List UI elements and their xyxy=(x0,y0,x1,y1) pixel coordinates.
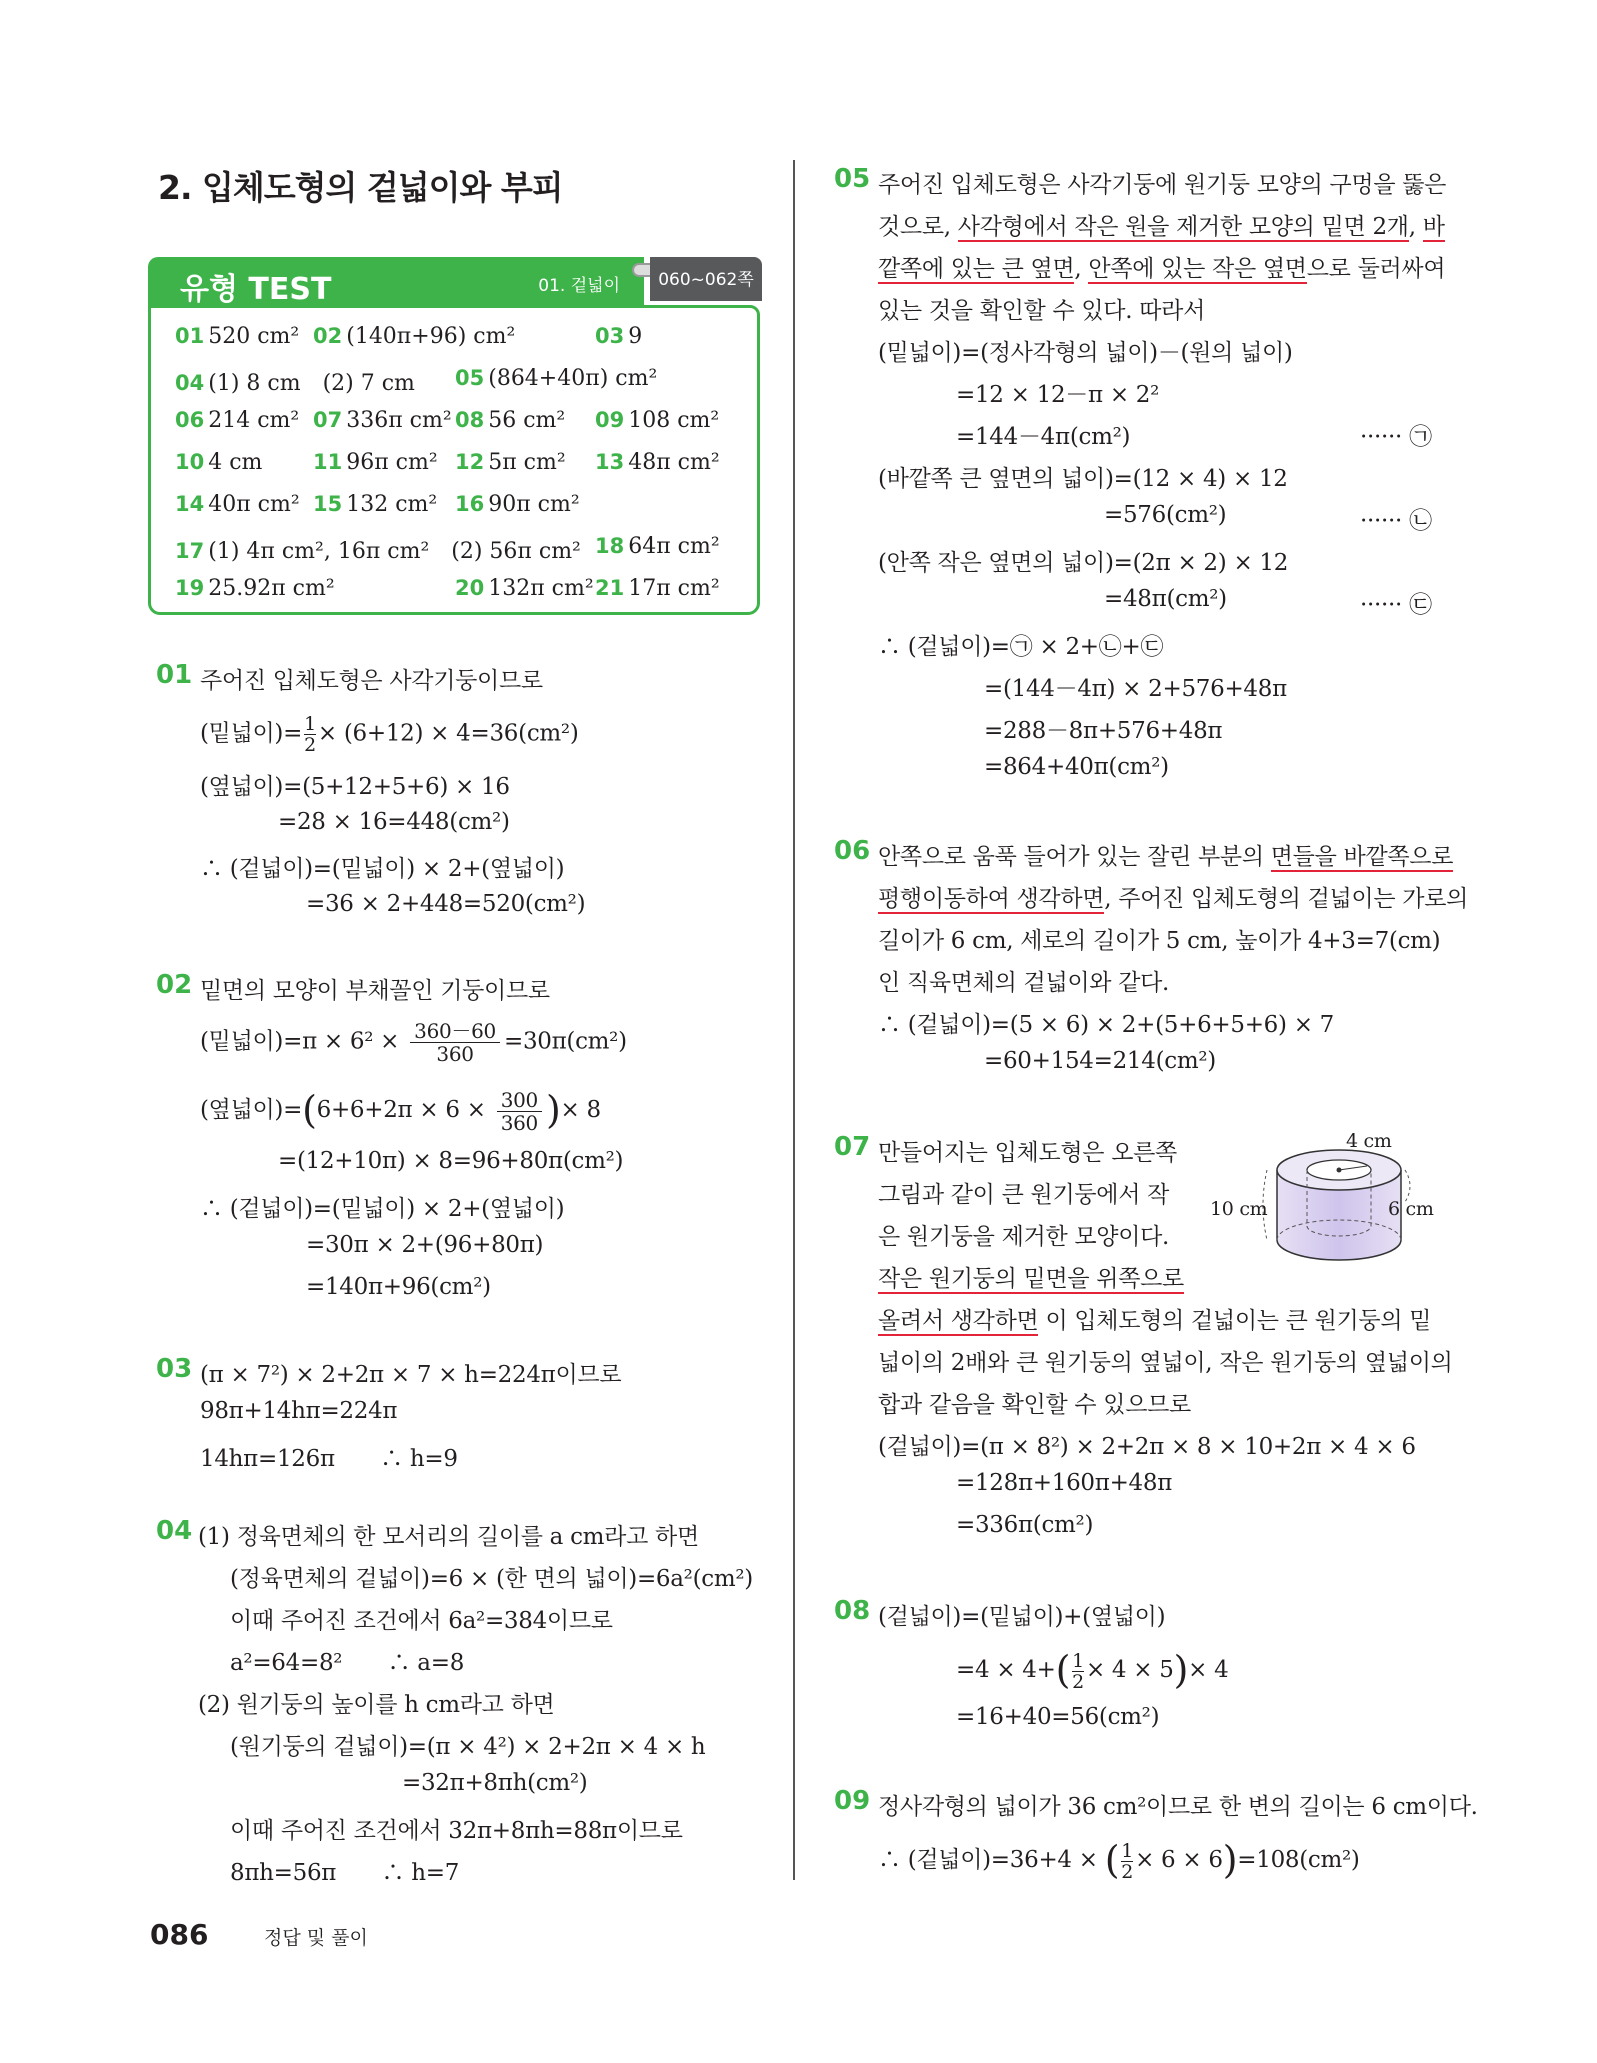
answer-item: 14 40π cm² xyxy=(175,492,300,517)
solution-line: 작은 원기둥의 밑면을 위쪽으로 xyxy=(878,1266,1184,1292)
solution-line: 깥쪽에 있는 큰 옆면, 안쪽에 있는 작은 옆면으로 둘러싸여 xyxy=(878,256,1446,282)
answer-item: 15 132 cm² xyxy=(313,492,438,517)
equation-marker: ······ ㉡ xyxy=(1360,508,1432,534)
solution-line: 98π+14hπ=224π xyxy=(200,1398,398,1424)
solution-line: (밑넓이)= $\frac{1}{2}$ × (6+12) × 4=36(cm²) xyxy=(200,713,579,756)
solution-line: 합과 같음을 확인할 수 있으므로 xyxy=(878,1392,1191,1418)
answer-box-subtitle: 01. 겉넓이 xyxy=(538,276,620,296)
solution-line: =16+40=56(cm²) xyxy=(956,1704,1160,1730)
solution-line: =140π+96(cm²) xyxy=(306,1274,491,1300)
solution-line: (바깥쪽 큰 옆면의 넓이)=(12 × 4) × 12 xyxy=(878,466,1288,492)
answer-item: 19 25.92π cm² xyxy=(175,576,335,601)
solution-line: (겉넓이)=(밑넓이)+(옆넓이) xyxy=(878,1604,1166,1630)
question-number: 09 xyxy=(834,1786,871,1816)
solution-line: (밑넓이)=π × 6² × $\frac{360-60}{360}$ =30π(cm²) xyxy=(200,1019,627,1066)
solution-line: =288－8π+576+48π xyxy=(984,718,1223,744)
solution-line: 안쪽으로 움푹 들어가 있는 잘린 부분의 면들을 바깥쪽으로 xyxy=(878,844,1454,870)
answer-item: 01 520 cm² xyxy=(175,324,300,349)
answer-item: 04 (1) 8 cm (2) 7 cm xyxy=(175,371,415,396)
question-number: 06 xyxy=(834,836,871,866)
solution-line: (옆넓이)=(5+12+5+6) × 16 xyxy=(200,774,510,800)
solution-line: 올려서 생각하면 이 입체도형의 겉넓이는 큰 원기둥의 밑 xyxy=(878,1308,1432,1334)
solution-line: 것으로, 사각형에서 작은 원을 제거한 모양의 밑면 2개, 바 xyxy=(878,214,1445,240)
answer-item: 09 108 cm² xyxy=(595,408,720,433)
solution-line: 은 원기둥을 제거한 모양이다. xyxy=(878,1224,1170,1250)
solution-line: ∴ (겉넓이)=(밑넓이) × 2+(옆넓이) xyxy=(200,856,565,882)
column-divider xyxy=(793,160,795,1880)
answer-item: 06 214 cm² xyxy=(175,408,300,433)
answer-item: 16 90π cm² xyxy=(455,492,580,517)
solution-line: =30π × 2+(96+80π) xyxy=(306,1232,544,1258)
solution-line: 그림과 같이 큰 원기둥에서 작 xyxy=(878,1182,1170,1208)
answer-grid xyxy=(148,305,760,615)
answer-summary-box xyxy=(148,257,760,615)
solution-line: =144－4π(cm²) xyxy=(956,424,1131,450)
solution-line: 정사각형의 넓이가 36 cm²이므로 한 변의 길이는 6 cm이다. xyxy=(878,1794,1478,1820)
solution-line: =36 × 2+448=520(cm²) xyxy=(306,891,586,917)
solution-line: (π × 7²) × 2+2π × 7 × h=224π이므로 xyxy=(200,1362,622,1388)
answer-item: 02 (140π+96) cm² xyxy=(313,324,516,349)
solution-line: ∴ (겉넓이)=(밑넓이) × 2+(옆넓이) xyxy=(200,1196,565,1222)
solution-line: (2) 원기둥의 높이를 h cm라고 하면 xyxy=(198,1692,555,1718)
section-title: 2. 입체도형의 겉넓이와 부피 xyxy=(158,168,563,207)
solution-line: ∴ (겉넓이)=36+4 × ( $\frac{1}{2}$ × 6 × 6)=108(cm²) xyxy=(878,1838,1360,1883)
solution-line: 8πh=56π ∴ h=7 xyxy=(230,1860,460,1886)
solution-line: =576(cm²) xyxy=(1104,502,1227,528)
equation-marker: ······ ㉠ xyxy=(1360,424,1432,450)
figure-label: 10 cm xyxy=(1210,1198,1268,1220)
figure-label: 6 cm xyxy=(1388,1198,1434,1220)
answer-item: 17 (1) 4π cm², 16π cm² (2) 56π cm² xyxy=(175,539,581,564)
question-number: 04 xyxy=(156,1516,193,1546)
solution-line: 주어진 입체도형은 사각기둥이므로 xyxy=(200,668,543,694)
solution-line: (원기둥의 겉넓이)=(π × 4²) × 2+2π × 4 × h xyxy=(230,1734,706,1760)
question-number: 01 xyxy=(156,660,193,690)
solution-line: 14hπ=126π ∴ h=9 xyxy=(200,1446,458,1472)
question-number: 05 xyxy=(834,164,871,194)
solution-line: a²=64=8² ∴ a=8 xyxy=(230,1650,465,1676)
solution-line: 이때 주어진 조건에서 6a²=384이므로 xyxy=(230,1608,613,1634)
answer-item: 20 132π cm² xyxy=(455,576,594,601)
page-number: 086 xyxy=(150,1918,209,1951)
solution-line: 인 직육면체의 겉넓이와 같다. xyxy=(878,970,1170,996)
solution-line: =(144－4π) × 2+576+48π xyxy=(984,676,1287,702)
answer-item: 12 5π cm² xyxy=(455,450,566,475)
page-range-tab: 060~062쪽 xyxy=(650,257,762,301)
answer-item: 13 48π cm² xyxy=(595,450,720,475)
solution-line: (겉넓이)=(π × 8²) × 2+2π × 8 × 10+2π × 4 × 6 xyxy=(878,1434,1416,1460)
solution-line: =336π(cm²) xyxy=(956,1512,1094,1538)
answer-item: 08 56 cm² xyxy=(455,408,566,433)
solution-line: (정육면체의 겉넓이)=6 × (한 면의 넓이)=6a²(cm²) xyxy=(230,1566,753,1592)
answer-box-header xyxy=(148,257,644,307)
solution-line: (1) 정육면체의 한 모서리의 길이를 a cm라고 하면 xyxy=(198,1524,699,1550)
solution-line: ∴ (겉넓이)=㉠ × 2+㉡+㉢ xyxy=(878,634,1164,660)
solution-line: =48π(cm²) xyxy=(1104,586,1227,612)
solution-line: (옆넓이)=(6+6+2π × 6 × $\frac{300}{360}$ )× 8 xyxy=(200,1087,601,1135)
solution-line: =(12+10π) × 8=96+80π(cm²) xyxy=(278,1148,624,1174)
question-number: 07 xyxy=(834,1132,871,1162)
question-number: 08 xyxy=(834,1596,871,1626)
solution-line: =4 × 4+( $\frac{1}{2}$ × 4 × 5)× 4 xyxy=(956,1648,1229,1693)
solution-line: =28 × 16=448(cm²) xyxy=(278,809,510,835)
answer-item: 11 96π cm² xyxy=(313,450,438,475)
answer-item: 10 4 cm xyxy=(175,450,263,475)
answer-item: 05 (864+40π) cm² xyxy=(455,366,658,391)
solution-line: 만들어지는 입체도형은 오른쪽 xyxy=(878,1140,1177,1166)
solution-line: 이때 주어진 조건에서 32π+8πh=88π이므로 xyxy=(230,1818,683,1844)
equation-marker: ······ ㉢ xyxy=(1360,592,1432,618)
solution-line: 밑면의 모양이 부채꼴인 기둥이므로 xyxy=(200,978,550,1004)
answer-item: 18 64π cm² xyxy=(595,534,720,559)
question-number: 03 xyxy=(156,1354,193,1384)
answer-box-title: 유형 TEST xyxy=(180,272,332,307)
solution-line: 주어진 입체도형은 사각기둥에 원기둥 모양의 구멍을 뚫은 xyxy=(878,172,1447,198)
solution-line: =32π+8πh(cm²) xyxy=(402,1770,588,1796)
answer-item: 21 17π cm² xyxy=(595,576,720,601)
solution-line: =12 × 12－π × 2² xyxy=(956,382,1160,408)
answer-item: 03 9 xyxy=(595,324,643,349)
solution-line: =60+154=214(cm²) xyxy=(984,1048,1216,1074)
solution-line: 평행이동하여 생각하면, 주어진 입체도형의 겉넓이는 가로의 xyxy=(878,886,1469,912)
solution-line: (안쪽 작은 옆면의 넓이)=(2π × 2) × 12 xyxy=(878,550,1289,576)
footer-label: 정답 및 풀이 xyxy=(264,1927,368,1949)
solution-line: =128π+160π+48π xyxy=(956,1470,1173,1496)
solution-line: =864+40π(cm²) xyxy=(984,754,1169,780)
figure-label: 4 cm xyxy=(1346,1130,1392,1152)
solution-line: ∴ (겉넓이)=(5 × 6) × 2+(5+6+5+6) × 7 xyxy=(878,1012,1335,1038)
solution-line: 있는 것을 확인할 수 있다. 따라서 xyxy=(878,298,1206,324)
solution-line: 길이가 6 cm, 세로의 길이가 5 cm, 높이가 4+3=7(cm) xyxy=(878,928,1441,954)
solution-line: 넓이의 2배와 큰 원기둥의 옆넓이, 작은 원기둥의 옆넓이의 xyxy=(878,1350,1453,1376)
answer-item: 07 336π cm² xyxy=(313,408,452,433)
solution-line: (밑넓이)=(정사각형의 넓이)－(원의 넓이) xyxy=(878,340,1293,366)
question-number: 02 xyxy=(156,970,193,1000)
